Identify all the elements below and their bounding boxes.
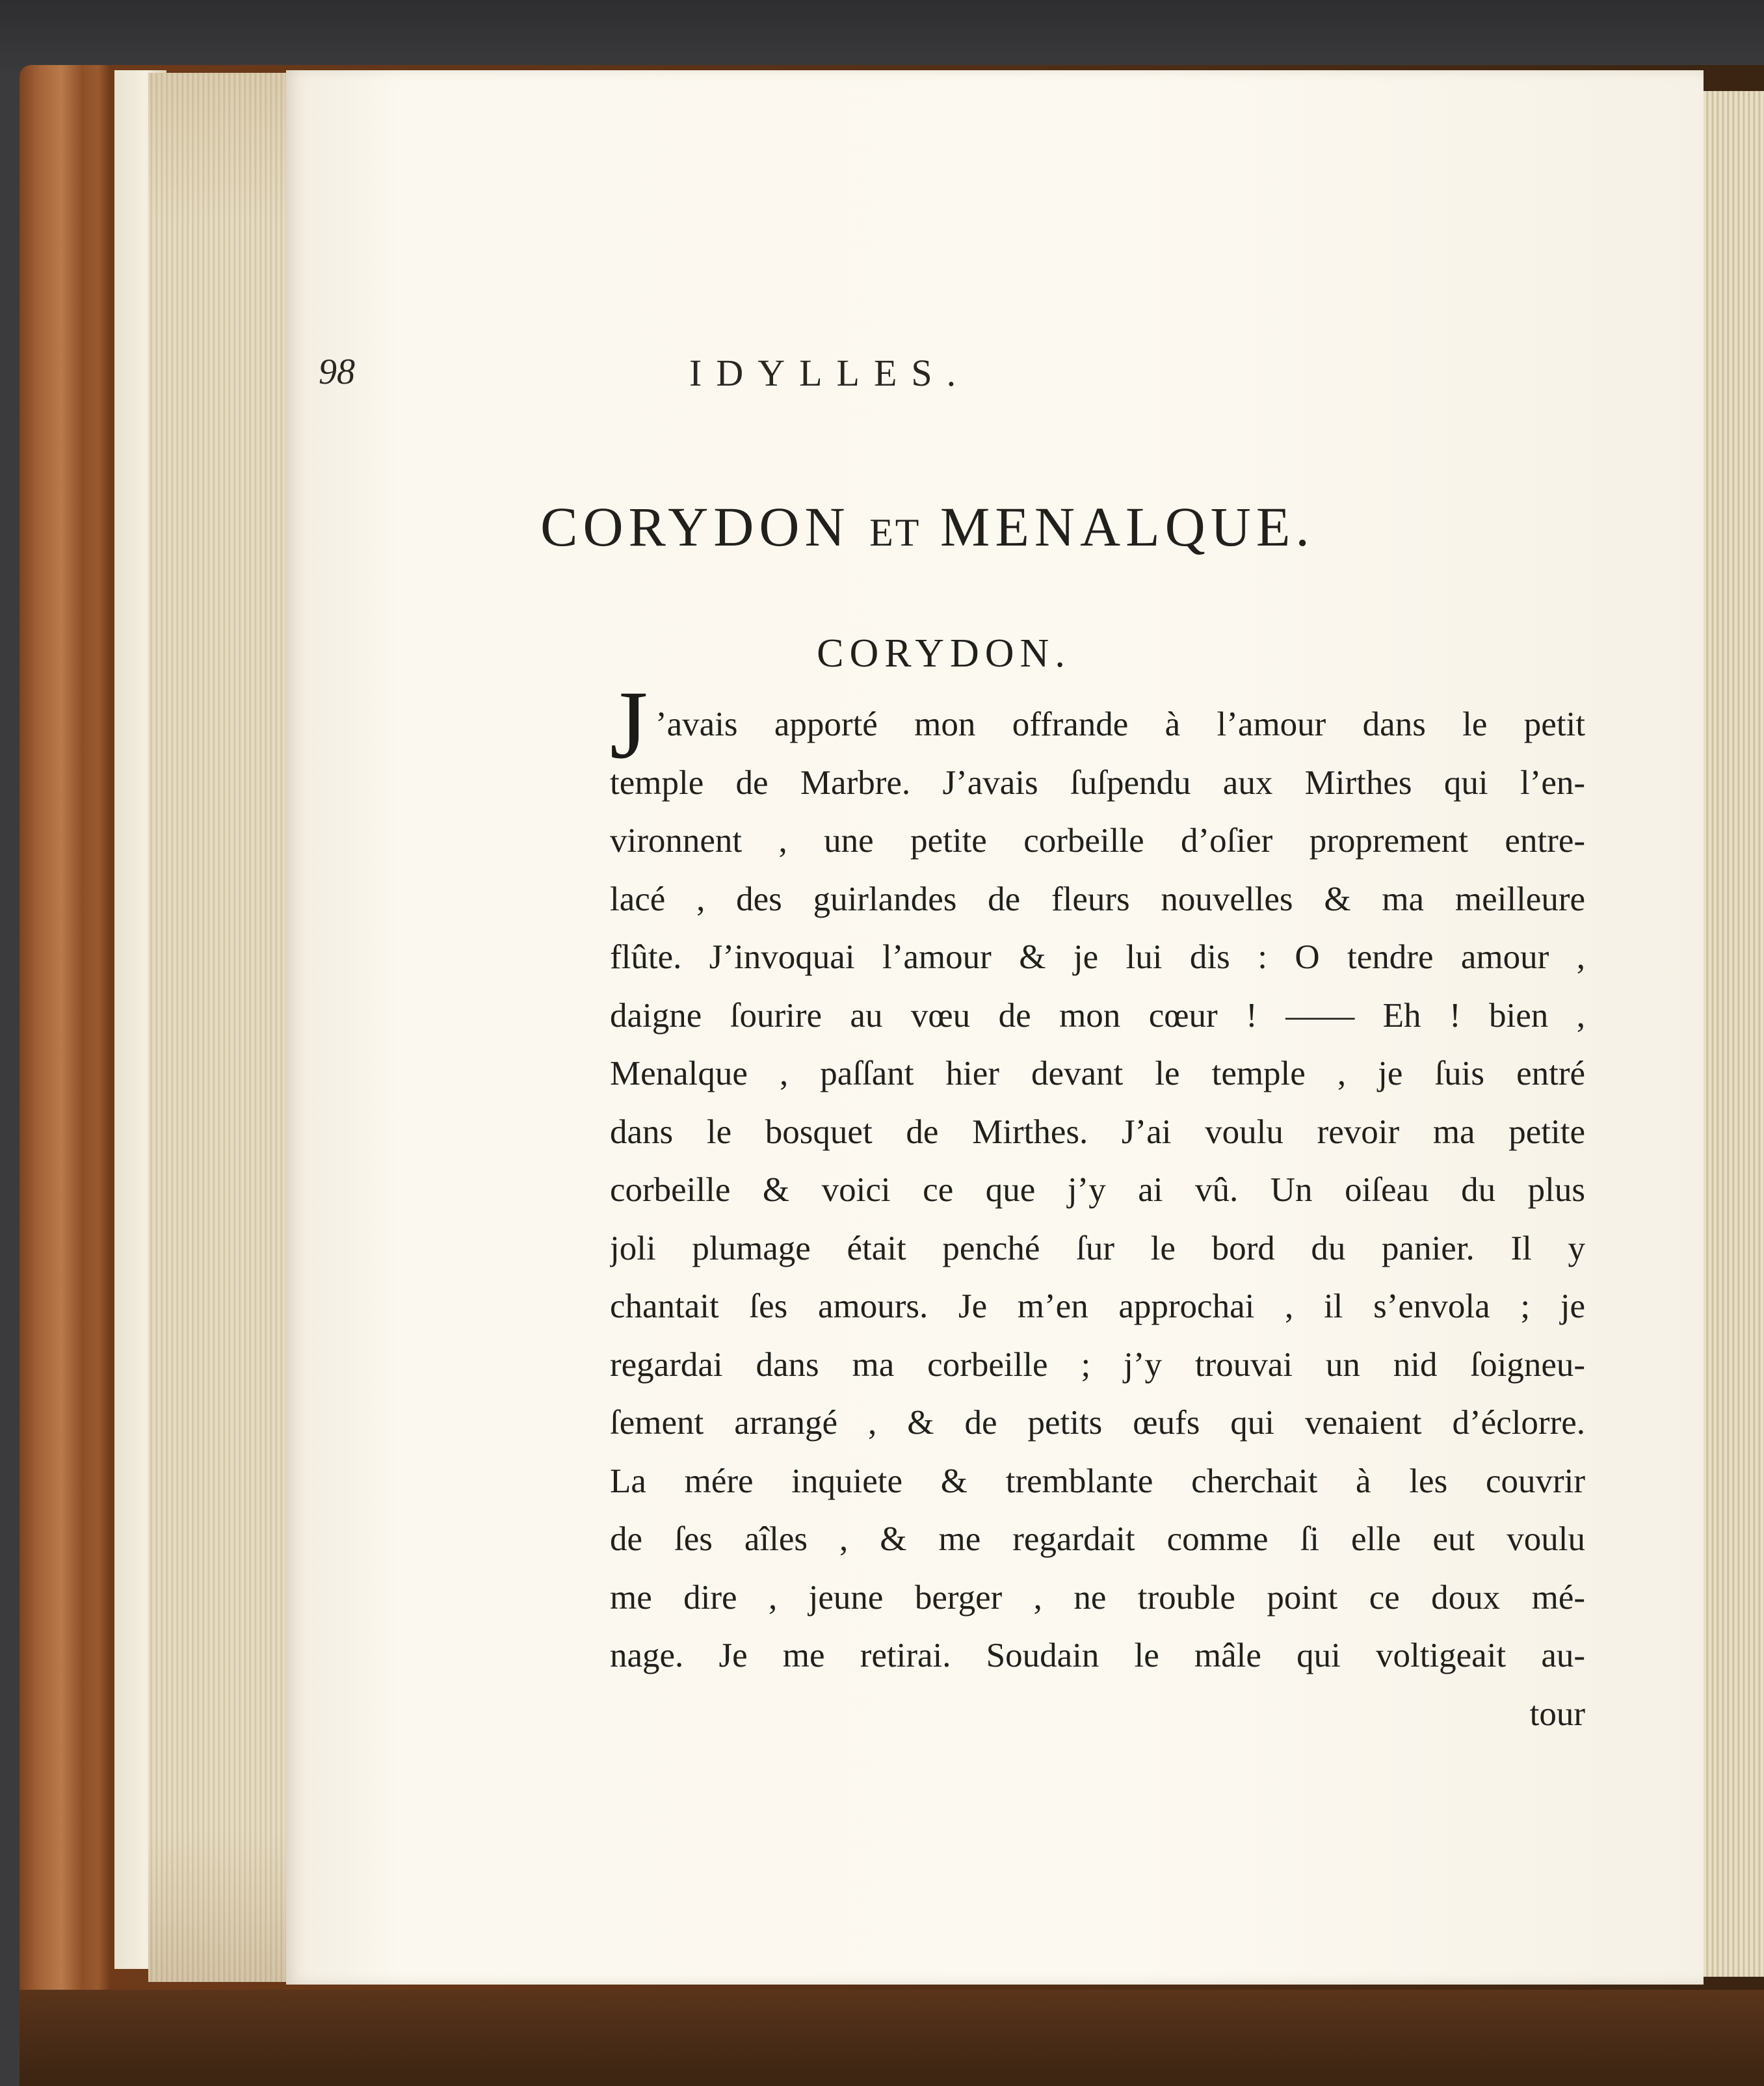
idyll-title xyxy=(0,494,1764,559)
body-text xyxy=(610,696,1585,1743)
text-line: ’avais apporté mon offrande à l’amour dans le petit xyxy=(655,706,1585,743)
running-head xyxy=(0,351,1764,403)
speaker-heading: CORYDON. xyxy=(817,631,1071,676)
text-line: nage. Je me retirai. Soudain le mâle qui voltigeait au- xyxy=(610,1637,1585,1674)
text-line: daigne ſourire au vœu de mon cœur ! —— Eh ! bien , xyxy=(610,996,1585,1035)
text-line: vironnent , une petite corbeille d’oſier proprement entre- xyxy=(610,822,1585,860)
text-line: La mére inquiete & tremblante cherchait à les couvrir xyxy=(610,1462,1585,1500)
text-line: joli plumage était penché ſur le bord du panier. Il y xyxy=(610,1229,1585,1267)
text-line: lacé , des guirlandes de fleurs nouvelles & ma meilleure xyxy=(610,880,1585,918)
text-line: me dire , jeune berger , ne trouble point ce doux mé- xyxy=(610,1578,1585,1617)
text-line: corbeille & voici ce que j’y ai vû. Un oiſeau du plus xyxy=(610,1171,1585,1209)
idyll-title-conjunction: ET xyxy=(869,511,921,554)
text-line: temple de Marbre. J’avais ſuſpendu aux Mirthes qui l’en- xyxy=(610,763,1585,802)
text-line: de ſes aîles , & me regardait comme ſi elle eut voulu xyxy=(610,1520,1585,1558)
idyll-title-part2: MENALQUE. xyxy=(940,495,1315,558)
running-title: IDYLLES. xyxy=(689,352,971,394)
book-cover-edge xyxy=(20,1990,1764,2086)
text-line: flûte. J’invoquai l’amour & je lui dis : O tendre amour , xyxy=(610,938,1585,976)
idyll-title-part1: CORYDON xyxy=(540,495,850,558)
text-line: ſement arrangé , & de petits œufs qui venaient d’éclorre. xyxy=(610,1404,1585,1442)
catchword: tour xyxy=(1529,1695,1585,1733)
text-line: regardai dans ma corbeille ; j’y trouvai un nid ſoigneu- xyxy=(610,1345,1585,1384)
page-number: 98 xyxy=(319,352,355,392)
text-line: Menalque , paſſant hier devant le temple , je ſuis entré xyxy=(610,1055,1585,1092)
text-line: dans le bosquet de Mirthes. J’ai voulu revoir ma petite xyxy=(610,1113,1585,1151)
text-line: chantait ſes amours. Je m’en approchai , il s’envola ; je xyxy=(610,1287,1585,1325)
scan-backdrop xyxy=(0,0,1764,72)
drop-cap: J xyxy=(610,671,648,779)
